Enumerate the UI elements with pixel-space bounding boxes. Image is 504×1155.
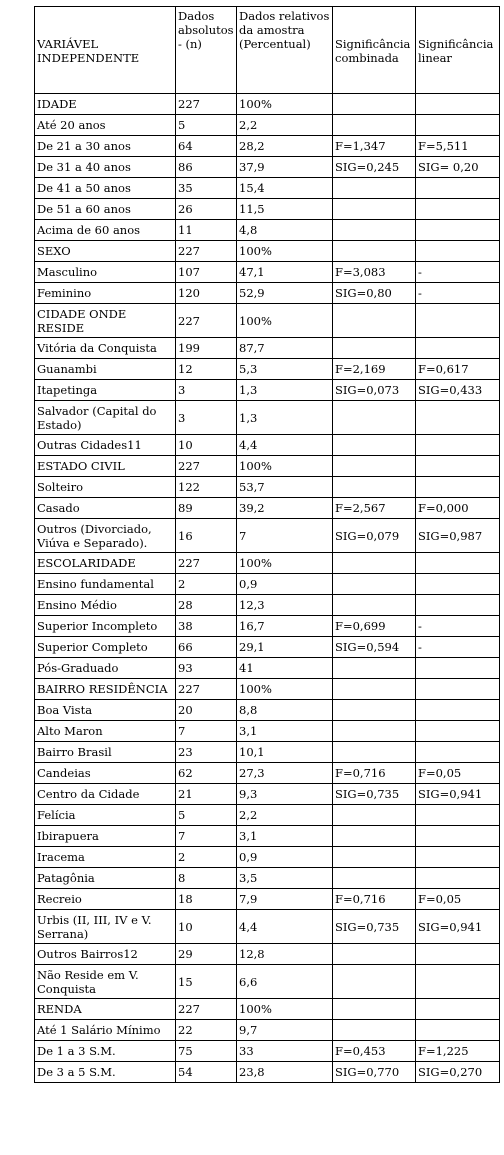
table-row: [35, 910, 500, 944]
sig-linear-cell: [416, 94, 500, 115]
header-sig-linear: Significância linear: [416, 7, 500, 94]
sig-linear-cell: SIG=0,270: [416, 1062, 500, 1083]
absolute-cell: 5: [176, 805, 237, 826]
table-row: [35, 999, 500, 1020]
sig-combined-cell: [333, 401, 416, 435]
variable-cell: Outros (Divorciado, Viúva e Separado).: [35, 519, 176, 553]
table-row: [35, 1062, 500, 1083]
sig-combined-cell: [333, 595, 416, 616]
sig-linear-cell: SIG=0,987: [416, 519, 500, 553]
percent-cell: 3,1: [237, 721, 333, 742]
absolute-cell: 22: [176, 1020, 237, 1041]
variable-cell: De 3 a 5 S.M.: [35, 1062, 176, 1083]
table-row: [35, 965, 500, 999]
table-row: [35, 944, 500, 965]
percent-cell: 100%: [237, 999, 333, 1020]
variable-cell: Acima de 60 anos: [35, 220, 176, 241]
absolute-cell: 227: [176, 94, 237, 115]
percent-cell: 39,2: [237, 498, 333, 519]
sig-combined-cell: SIG=0,594: [333, 637, 416, 658]
sig-linear-cell: [416, 595, 500, 616]
table-row: [35, 658, 500, 679]
variable-cell: Superior Incompleto: [35, 616, 176, 637]
percent-cell: 3,1: [237, 826, 333, 847]
variable-cell: Salvador (Capital do Estado): [35, 401, 176, 435]
absolute-cell: 93: [176, 658, 237, 679]
variable-cell: Candeias: [35, 763, 176, 784]
header-row: [35, 7, 500, 94]
variable-cell: Recreio: [35, 889, 176, 910]
sig-linear-cell: [416, 721, 500, 742]
table-row: [35, 115, 500, 136]
sig-combined-cell: F=0,453: [333, 1041, 416, 1062]
variable-cell: Até 20 anos: [35, 115, 176, 136]
variable-cell: Até 1 Salário Mínimo: [35, 1020, 176, 1041]
sig-combined-cell: F=2,567: [333, 498, 416, 519]
sig-linear-cell: [416, 805, 500, 826]
table-row: [35, 338, 500, 359]
variable-cell: Boa Vista: [35, 700, 176, 721]
percent-cell: 23,8: [237, 1062, 333, 1083]
sig-combined-cell: [333, 742, 416, 763]
sig-combined-cell: [333, 658, 416, 679]
sig-linear-cell: SIG=0,941: [416, 910, 500, 944]
absolute-cell: 29: [176, 944, 237, 965]
sig-combined-cell: [333, 553, 416, 574]
table-row: [35, 700, 500, 721]
table-row: [35, 199, 500, 220]
table-row: [35, 784, 500, 805]
sig-combined-cell: SIG=0,770: [333, 1062, 416, 1083]
sig-linear-cell: F=5,511: [416, 136, 500, 157]
sig-combined-cell: [333, 94, 416, 115]
sig-combined-cell: SIG=0,079: [333, 519, 416, 553]
variable-cell: De 21 a 30 anos: [35, 136, 176, 157]
absolute-cell: 86: [176, 157, 237, 178]
percent-cell: 28,2: [237, 136, 333, 157]
absolute-cell: 122: [176, 477, 237, 498]
sig-linear-cell: [416, 999, 500, 1020]
sig-linear-cell: [416, 700, 500, 721]
table-row: [35, 241, 500, 262]
table-row: [35, 721, 500, 742]
sig-linear-cell: [416, 742, 500, 763]
header-sig-combinada: Significância combinada: [333, 7, 416, 94]
sig-linear-cell: [416, 477, 500, 498]
sig-linear-cell: [416, 553, 500, 574]
absolute-cell: 3: [176, 380, 237, 401]
sig-linear-cell: F=0,05: [416, 763, 500, 784]
variable-cell: Outras Cidades11: [35, 435, 176, 456]
percent-cell: 100%: [237, 304, 333, 338]
sig-combined-cell: [333, 999, 416, 1020]
sig-combined-cell: [333, 965, 416, 999]
sig-combined-cell: [333, 1020, 416, 1041]
variable-cell: Iracema: [35, 847, 176, 868]
sig-linear-cell: [416, 944, 500, 965]
percent-cell: 100%: [237, 679, 333, 700]
sig-combined-cell: F=0,716: [333, 763, 416, 784]
percent-cell: 37,9: [237, 157, 333, 178]
sig-combined-cell: [333, 721, 416, 742]
percent-cell: 16,7: [237, 616, 333, 637]
percent-cell: 15,4: [237, 178, 333, 199]
absolute-cell: 89: [176, 498, 237, 519]
absolute-cell: 54: [176, 1062, 237, 1083]
variable-cell: Solteiro: [35, 477, 176, 498]
percent-cell: 0,9: [237, 574, 333, 595]
sig-linear-cell: [416, 435, 500, 456]
table-row: [35, 519, 500, 553]
table-row: [35, 1020, 500, 1041]
variable-cell: De 41 a 50 anos: [35, 178, 176, 199]
absolute-cell: 227: [176, 304, 237, 338]
table-row: [35, 889, 500, 910]
header-relativos: Dados relativos da amostra (Percentual): [237, 7, 333, 94]
variable-cell: ESCOLARIDADE: [35, 553, 176, 574]
percent-cell: 3,5: [237, 868, 333, 889]
sig-combined-cell: [333, 115, 416, 136]
variable-cell: ESTADO CIVIL: [35, 456, 176, 477]
absolute-cell: 2: [176, 574, 237, 595]
sig-combined-cell: F=0,699: [333, 616, 416, 637]
absolute-cell: 227: [176, 679, 237, 700]
sig-linear-cell: [416, 199, 500, 220]
variable-cell: Centro da Cidade: [35, 784, 176, 805]
absolute-cell: 5: [176, 115, 237, 136]
sig-combined-cell: F=0,716: [333, 889, 416, 910]
sig-linear-cell: -: [416, 283, 500, 304]
percent-cell: 2,2: [237, 805, 333, 826]
absolute-cell: 35: [176, 178, 237, 199]
sig-linear-cell: [416, 304, 500, 338]
percent-cell: 53,7: [237, 477, 333, 498]
table-row: [35, 401, 500, 435]
table-row: [35, 498, 500, 519]
table-row: [35, 359, 500, 380]
absolute-cell: 38: [176, 616, 237, 637]
percent-cell: 27,3: [237, 763, 333, 784]
absolute-cell: 10: [176, 435, 237, 456]
table-row: [35, 637, 500, 658]
sig-combined-cell: SIG=0,735: [333, 784, 416, 805]
sig-linear-cell: [416, 679, 500, 700]
percent-cell: 41: [237, 658, 333, 679]
sig-combined-cell: SIG=0,073: [333, 380, 416, 401]
sig-combined-cell: [333, 178, 416, 199]
sig-combined-cell: SIG=0,80: [333, 283, 416, 304]
percent-cell: 0,9: [237, 847, 333, 868]
percent-cell: 87,7: [237, 338, 333, 359]
sig-linear-cell: -: [416, 616, 500, 637]
sig-combined-cell: [333, 435, 416, 456]
sig-combined-cell: [333, 304, 416, 338]
sig-linear-cell: [416, 456, 500, 477]
table-row: [35, 380, 500, 401]
table-row: [35, 553, 500, 574]
sig-linear-cell: [416, 220, 500, 241]
percent-cell: 100%: [237, 241, 333, 262]
variable-cell: Guanambi: [35, 359, 176, 380]
variable-cell: Vitória da Conquista: [35, 338, 176, 359]
table-header: [35, 7, 500, 94]
sig-linear-cell: F=0,05: [416, 889, 500, 910]
absolute-cell: 12: [176, 359, 237, 380]
table-row: [35, 304, 500, 338]
sig-combined-cell: [333, 241, 416, 262]
sig-linear-cell: F=0,000: [416, 498, 500, 519]
table-row: [35, 220, 500, 241]
sig-combined-cell: F=2,169: [333, 359, 416, 380]
variable-cell: IDADE: [35, 94, 176, 115]
data-table: [34, 6, 500, 1083]
variable-cell: Pós-Graduado: [35, 658, 176, 679]
absolute-cell: 107: [176, 262, 237, 283]
table-row: [35, 94, 500, 115]
header-absolutos: Dados absolutos - (n): [176, 7, 237, 94]
percent-cell: 9,7: [237, 1020, 333, 1041]
sig-combined-cell: SIG=0,245: [333, 157, 416, 178]
variable-cell: Urbis (II, III, IV e V. Serrana): [35, 910, 176, 944]
sig-combined-cell: [333, 199, 416, 220]
absolute-cell: 18: [176, 889, 237, 910]
table-row: [35, 178, 500, 199]
percent-cell: 1,3: [237, 401, 333, 435]
absolute-cell: 227: [176, 241, 237, 262]
variable-cell: Ibirapuera: [35, 826, 176, 847]
absolute-cell: 11: [176, 220, 237, 241]
absolute-cell: 75: [176, 1041, 237, 1062]
variable-cell: Bairro Brasil: [35, 742, 176, 763]
sig-linear-cell: SIG=0,941: [416, 784, 500, 805]
percent-cell: 1,3: [237, 380, 333, 401]
sig-linear-cell: -: [416, 637, 500, 658]
sig-linear-cell: [416, 658, 500, 679]
sig-linear-cell: [416, 178, 500, 199]
percent-cell: 33: [237, 1041, 333, 1062]
table-row: [35, 157, 500, 178]
absolute-cell: 62: [176, 763, 237, 784]
sig-combined-cell: F=3,083: [333, 262, 416, 283]
percent-cell: 4,8: [237, 220, 333, 241]
absolute-cell: 120: [176, 283, 237, 304]
sig-linear-cell: [416, 965, 500, 999]
sig-linear-cell: [416, 401, 500, 435]
variable-cell: Patagônia: [35, 868, 176, 889]
table-row: [35, 435, 500, 456]
percent-cell: 2,2: [237, 115, 333, 136]
percent-cell: 100%: [237, 553, 333, 574]
table-row: [35, 826, 500, 847]
percent-cell: 47,1: [237, 262, 333, 283]
sig-linear-cell: F=0,617: [416, 359, 500, 380]
table-row: [35, 477, 500, 498]
sig-combined-cell: [333, 220, 416, 241]
table-row: [35, 679, 500, 700]
sig-linear-cell: -: [416, 262, 500, 283]
sig-linear-cell: [416, 826, 500, 847]
sig-linear-cell: [416, 847, 500, 868]
absolute-cell: 15: [176, 965, 237, 999]
sig-combined-cell: [333, 944, 416, 965]
variable-cell: RENDA: [35, 999, 176, 1020]
sig-combined-cell: [333, 574, 416, 595]
absolute-cell: 2: [176, 847, 237, 868]
percent-cell: 100%: [237, 456, 333, 477]
percent-cell: 10,1: [237, 742, 333, 763]
variable-cell: BAIRRO RESIDÊNCIA: [35, 679, 176, 700]
table-row: [35, 1041, 500, 1062]
variable-cell: De 31 a 40 anos: [35, 157, 176, 178]
variable-cell: Feminino: [35, 283, 176, 304]
variable-cell: De 1 a 3 S.M.: [35, 1041, 176, 1062]
absolute-cell: 26: [176, 199, 237, 220]
absolute-cell: 16: [176, 519, 237, 553]
table-row: [35, 283, 500, 304]
absolute-cell: 227: [176, 553, 237, 574]
variable-cell: SEXO: [35, 241, 176, 262]
table-row: [35, 574, 500, 595]
table-row: [35, 595, 500, 616]
percent-cell: 4,4: [237, 435, 333, 456]
variable-cell: CIDADE ONDE RESIDE: [35, 304, 176, 338]
absolute-cell: 7: [176, 826, 237, 847]
absolute-cell: 3: [176, 401, 237, 435]
sig-linear-cell: [416, 1020, 500, 1041]
table-row: [35, 742, 500, 763]
sig-combined-cell: SIG=0,735: [333, 910, 416, 944]
percent-cell: 29,1: [237, 637, 333, 658]
table-row: [35, 847, 500, 868]
absolute-cell: 227: [176, 456, 237, 477]
percent-cell: 100%: [237, 94, 333, 115]
sig-combined-cell: [333, 868, 416, 889]
table-row: [35, 616, 500, 637]
table-row: [35, 136, 500, 157]
variable-cell: Alto Maron: [35, 721, 176, 742]
sig-linear-cell: SIG=0,433: [416, 380, 500, 401]
percent-cell: 6,6: [237, 965, 333, 999]
table-row: [35, 868, 500, 889]
sig-combined-cell: F=1,347: [333, 136, 416, 157]
table-row: [35, 456, 500, 477]
variable-cell: Ensino fundamental: [35, 574, 176, 595]
sig-linear-cell: [416, 868, 500, 889]
percent-cell: 52,9: [237, 283, 333, 304]
sig-combined-cell: [333, 847, 416, 868]
absolute-cell: 7: [176, 721, 237, 742]
sig-linear-cell: [416, 241, 500, 262]
absolute-cell: 8: [176, 868, 237, 889]
absolute-cell: 227: [176, 999, 237, 1020]
header-variavel: VARIÁVEL INDEPENDENTE: [35, 7, 176, 94]
absolute-cell: 21: [176, 784, 237, 805]
variable-cell: Outros Bairros12: [35, 944, 176, 965]
percent-cell: 4,4: [237, 910, 333, 944]
variable-cell: De 51 a 60 anos: [35, 199, 176, 220]
absolute-cell: 23: [176, 742, 237, 763]
sig-linear-cell: [416, 338, 500, 359]
sig-combined-cell: [333, 826, 416, 847]
table-row: [35, 805, 500, 826]
sig-combined-cell: [333, 338, 416, 359]
table-row: [35, 262, 500, 283]
percent-cell: 12,8: [237, 944, 333, 965]
variable-cell: Itapetinga: [35, 380, 176, 401]
percent-cell: 5,3: [237, 359, 333, 380]
sig-linear-cell: [416, 115, 500, 136]
sig-linear-cell: [416, 574, 500, 595]
absolute-cell: 64: [176, 136, 237, 157]
percent-cell: 7,9: [237, 889, 333, 910]
sig-linear-cell: F=1,225: [416, 1041, 500, 1062]
absolute-cell: 66: [176, 637, 237, 658]
sig-combined-cell: [333, 477, 416, 498]
sig-combined-cell: [333, 805, 416, 826]
variable-cell: Não Reside em V. Conquista: [35, 965, 176, 999]
variable-cell: Felícia: [35, 805, 176, 826]
percent-cell: 9,3: [237, 784, 333, 805]
absolute-cell: 10: [176, 910, 237, 944]
variable-cell: Masculino: [35, 262, 176, 283]
table-body: [35, 94, 500, 1083]
variable-cell: Casado: [35, 498, 176, 519]
absolute-cell: 28: [176, 595, 237, 616]
table-row: [35, 763, 500, 784]
percent-cell: 8,8: [237, 700, 333, 721]
variable-cell: Superior Completo: [35, 637, 176, 658]
absolute-cell: 199: [176, 338, 237, 359]
percent-cell: 7: [237, 519, 333, 553]
percent-cell: 12,3: [237, 595, 333, 616]
percent-cell: 11,5: [237, 199, 333, 220]
sig-combined-cell: [333, 679, 416, 700]
sig-combined-cell: [333, 700, 416, 721]
absolute-cell: 20: [176, 700, 237, 721]
variable-cell: Ensino Médio: [35, 595, 176, 616]
sig-combined-cell: [333, 456, 416, 477]
sig-linear-cell: SIG= 0,20: [416, 157, 500, 178]
